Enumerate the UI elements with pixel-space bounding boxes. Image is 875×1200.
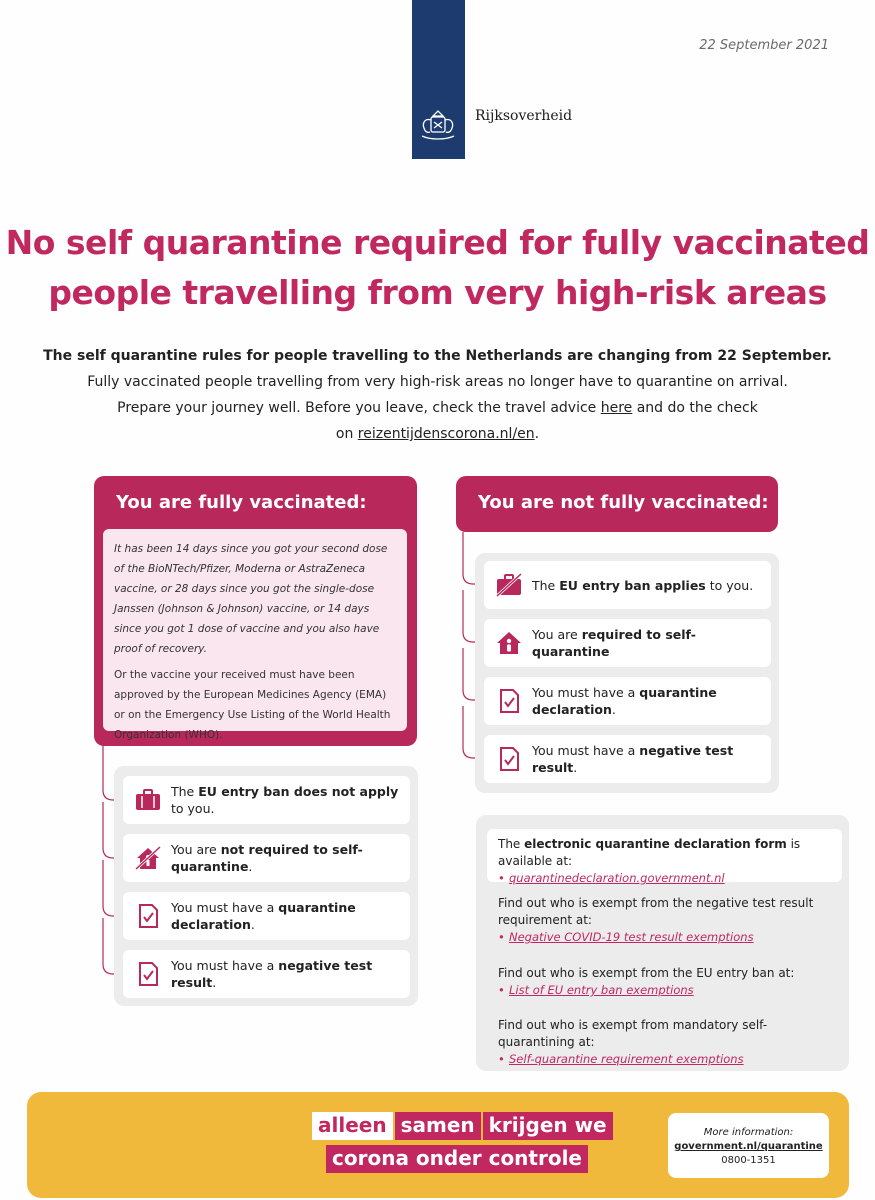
publication-date: 22 September 2021 [699, 38, 829, 53]
ban-exemptions-link[interactable]: • List of EU entry ban exemptions [498, 982, 794, 999]
intro-lead: The self quarantine rules for people travelling to the Netherlands are changing from 22 September. [43, 348, 832, 364]
ban-exemption-info: Find out who is exempt from the EU entry ban at: • List of EU entry ban exemptions [498, 965, 794, 999]
not-vaccinated-card [456, 476, 778, 532]
vaccinated-title: You are fully vaccinated: [116, 492, 367, 513]
title-line-1: No self quarantine required for fully vaccinated [5, 223, 870, 262]
item-text: The EU entry ban does not apply to you. [171, 784, 399, 816]
intro-line-3: Prepare your journey well. Before you leave, check the travel advice here and do the check [117, 400, 758, 416]
test-exemptions-link[interactable]: • Negative COVID-19 test result exemptions [498, 929, 828, 946]
not-vaccinated-item-declaration [484, 677, 771, 725]
item-text: You are required to self-quarantine [532, 627, 696, 659]
item-text: You are not required to self-quarantine. [171, 842, 363, 874]
house-person-icon [495, 631, 523, 655]
document-check-icon [134, 904, 162, 928]
travel-advice-link[interactable]: here [600, 400, 633, 416]
logo-wordmark: Rijksoverheid [475, 108, 573, 124]
item-text: You must have a quarantine declaration. [532, 685, 717, 717]
intro-line-4: on reizentijdenscorona.nl/en. [335, 426, 540, 442]
house-crossed-icon [134, 846, 162, 870]
document-check-icon [495, 747, 523, 771]
item-text: You must have a negative test result. [171, 958, 373, 990]
vaccinated-card [94, 476, 417, 746]
intro-line-2: Fully vaccinated people travelling from very high-risk areas no longer have to quarantine on arrival. [87, 374, 788, 390]
quarantine-exemptions-link[interactable]: • Self-quarantine requirement exemptions [498, 1051, 843, 1068]
title-line-2: people travelling from very high-risk areas [48, 273, 827, 312]
item-text: The EU entry ban applies to you. [532, 577, 754, 593]
definition-paragraph-1: It has been 14 days since you got your second dose of the BioNTech/Pfizer, Moderna or AstraZeneca vaccine, or 28 days since you got the single-dose Janssen (Johnson & Johnson) vaccine, or 14 days since you got 1 dose of vaccine and you also have proof of recovery. [114, 543, 388, 655]
suitcase-icon [134, 788, 162, 812]
slogan-word-2: samen [395, 1112, 481, 1140]
slogan-line-2: corona onder controle [326, 1145, 588, 1173]
vaccinated-item-test [123, 950, 410, 998]
more-information-box [668, 1113, 829, 1178]
campaign-slogan [312, 1112, 615, 1178]
slogan-word-1: alleen [312, 1112, 393, 1140]
declaration-form-link[interactable]: • quarantinedeclaration.government.nl [498, 870, 842, 887]
footer-banner [27, 1092, 849, 1198]
not-vaccinated-item-quarantine [484, 619, 771, 667]
item-text: You must have a quarantine declaration. [171, 900, 356, 932]
slogan-word-3: krijgen we [483, 1112, 613, 1140]
exemptions-info-panel [476, 815, 849, 1071]
item-text: You must have a negative test result. [532, 743, 734, 775]
quarantine-exemption-info: Find out who is exempt from mandatory self-quarantining at: • Self-quarantine requirement exemptions [498, 1017, 843, 1068]
reizentijdenscorona-link[interactable]: reizentijdenscorona.nl/en [357, 426, 535, 442]
document-check-icon [134, 962, 162, 986]
vaccinated-item-declaration [123, 892, 410, 940]
more-info-label: More information: [703, 1127, 794, 1138]
document-check-icon [495, 689, 523, 713]
not-vaccinated-title: You are not fully vaccinated: [478, 492, 769, 513]
suitcase-crossed-icon [495, 573, 523, 597]
declaration-form-info: The electronic quarantine declaration form is available at: • quarantinedeclaration.government.nl [498, 836, 842, 887]
vaccinated-item-quarantine [123, 834, 410, 882]
vaccinated-item-entry-ban [123, 776, 410, 824]
vaccinated-definition [103, 529, 407, 741]
test-exemption-info: Find out who is exempt from the negative test result requirement at: • Negative COVID-19 test result exemptions [498, 895, 828, 946]
phone-number: 0800-1351 [721, 1155, 776, 1166]
not-vaccinated-item-entry-ban [484, 561, 771, 609]
definition-paragraph-2: Or the vaccine your received must have been approved by the European Medicines Agency (EMA) or on the Emergency Use Listing of the World Health Organization (WHO). [114, 669, 391, 741]
more-info-link[interactable]: government.nl/quarantine [674, 1141, 823, 1152]
declaration-form-box [487, 829, 842, 885]
not-vaccinated-item-test [484, 735, 771, 783]
